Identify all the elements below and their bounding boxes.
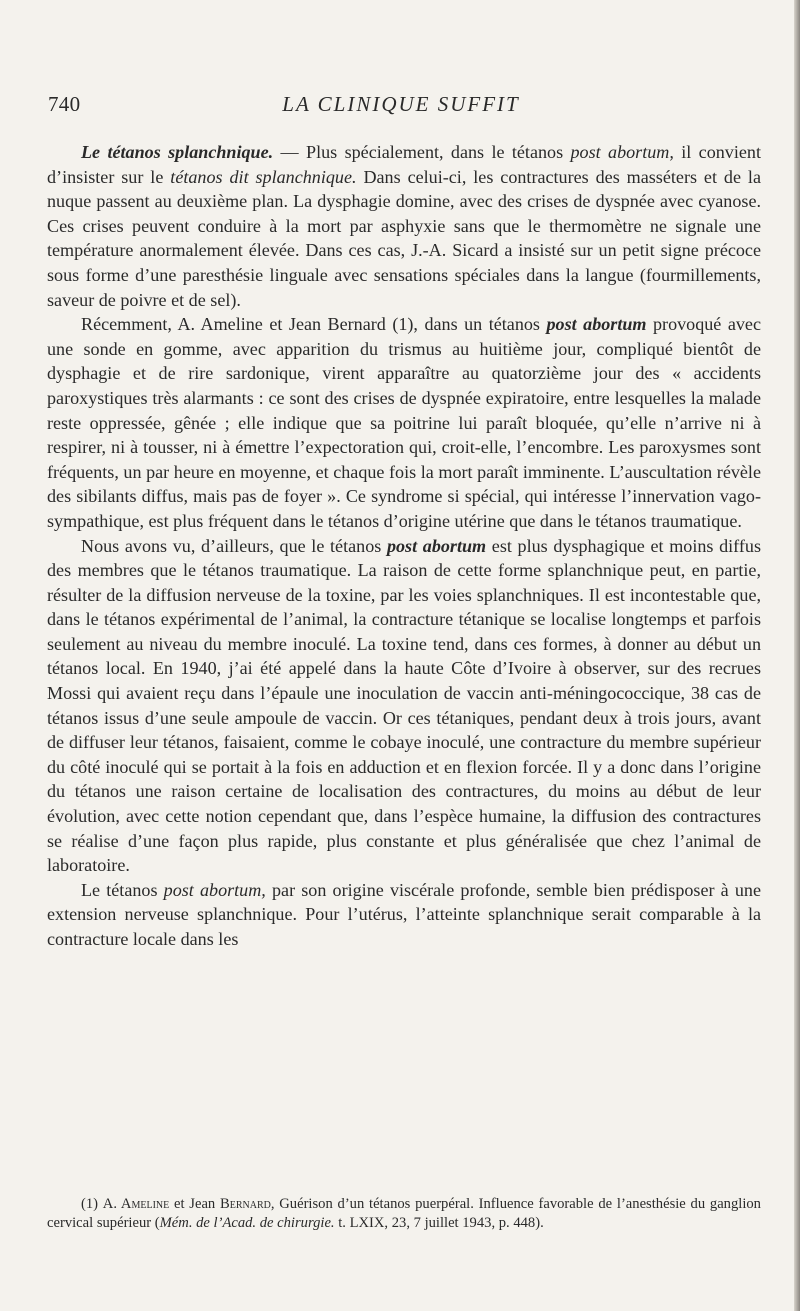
page-number: 740	[48, 92, 81, 116]
section-title: Le tétanos splanchnique.	[81, 142, 274, 162]
footnote-author-2: Bernard	[219, 1196, 271, 1212]
page-edge-shadow	[794, 0, 800, 1311]
paragraph-3-text-b: est plus dysphagique et moins diffus des membres que le tétanos traumatique. La raison de cette forme splanchnique peut, en partie, résulter de la diffusion nerveuse de la toxine, par les voies splanchniques. Il est incontestable que, dans le tétanos expérimental de l’animal, la contracture tétanique se localise longtemps et parfois seulement au niveau du membre inoculé. La toxine tend, dans ces formes, à donner au début un tétanos local. En 1940, j’ai été appelé dans la haute Côte d’Ivoire à observer, sur des recrues Mossi qui avaient reçu dans l’épaule une inoculation de vaccin anti-méningococcique, 38 cas de tétanos issus d’une seule ampoule de vaccin. Or ces tétaniques, pendant deux à trois jours, avant de diffuser leur tétanos, faisaient, comme le cobaye inoculé, une contracture du membre supérieur du côté inoculé qui se portait à la fois en adduction et en flexion forcée. Il y a donc dans l’origine du tétanos une raison certaine de localisation des contractures, du moins au début de leur évolution, avec cette notion cependant que, dans l’espèce humaine, la diffusion des contractures se réalise d’une façon plus rapide, plus constante et plus généralisée que chez l’animal de laboratoire.	[47, 535, 761, 876]
footnote-text-a: et Jean	[169, 1196, 220, 1212]
footnote-text-b: , Guérison d’un tétanos puerpéral. Influence favorable de l’anesthésie du ganglion cervical supérieur (	[47, 1196, 761, 1231]
paragraph-2-text-a: Récemment, A. Ameline et Jean Bernard (1), dans un tétanos	[81, 314, 547, 335]
paragraph-1-text-b: il convient d’insister sur le	[47, 142, 761, 187]
paragraph-4-text-a: Le tétanos	[81, 879, 164, 900]
footnote-journal: Mém. de l’Acad. de chirurgie.	[159, 1215, 335, 1231]
paragraph-4	[47, 878, 761, 952]
paragraph-2-text-b: provoqué avec une sonde en gomme, avec apparition du trismus au huitième jour, compliqué bientôt de dysphagie et de rire sardonique, virent apparaître au quatorzième jour des « accidents paroxystiques très alarmants : ce sont des crises de dyspnée expiratoire, entre lesquelles la malade reste oppressée, gênée ; elle indique que sa poitrine lui paraît bloquée, qu’elle n’arrive ni à respirer, ni à tousser, ni à émettre l’expectoration qui, croit-elle, l’encombre. Les paroxysmes sont fréquents, un par heure en moyenne, et chaque fois la mort paraît imminente. L’auscultation révèle des sibilants diffus, mais pas de foyer ». Ce syndrome si spécial, qui intéresse l’innervation vago-sympathique, est plus fréquent dans le tétanos d’origine utérine que dans le tétanos traumatique.	[47, 314, 761, 531]
paragraph-1-italic-a: post abortum,	[570, 142, 674, 162]
footnote	[47, 1195, 761, 1233]
paragraph-4-text-b: par son origine viscérale profonde, semble bien prédisposer à une extension nerveuse splanchnique. Pour l’utérus, l’atteinte splanchnique serait comparable à la contracture locale dans les	[47, 879, 761, 949]
paragraph-4-italic-a: post abortum,	[163, 879, 266, 900]
paragraph-2	[47, 312, 761, 533]
paragraph-1	[47, 140, 761, 312]
footnote-author-1: A. Ameline	[102, 1196, 170, 1212]
paragraph-3-italic-a: post abortum	[386, 535, 487, 556]
running-title: LA CLINIQUE SUFFIT	[282, 92, 520, 116]
paragraph-2-italic-a: post abortum	[546, 314, 647, 335]
footnote-marker: (1)	[81, 1196, 103, 1212]
body-text	[47, 140, 761, 952]
paragraph-1-text-a: — Plus spécialement, dans le tétanos	[273, 142, 571, 162]
page-header	[48, 92, 754, 126]
paragraph-3-text-a: Nous avons vu, d’ailleurs, que le tétanos	[81, 535, 387, 556]
paragraph-1-text-c: Dans celui-ci, les contractures des masséters et de la nuque passent au deuxième plan. La dysphagie domine, avec des crises de dyspnée avec cyanose. Ces crises peuvent conduire à la mort par asphyxie sans que le thermomètre ne signale une température anormalement élevée. Dans ces cas, J.-A. Sicard a insisté sur un petit signe précoce sous forme d’une paresthésie linguale avec sensations spéciales dans la langue (fourmillements, saveur de poivre et de sel).	[47, 166, 761, 310]
paragraph-3	[47, 534, 761, 878]
footnote-1	[47, 1195, 761, 1233]
footnote-text-c: t. LXIX, 23, 7 juillet 1943, p. 448).	[334, 1215, 544, 1231]
paragraph-1-italic-b: tétanos dit splanchnique.	[170, 166, 357, 187]
